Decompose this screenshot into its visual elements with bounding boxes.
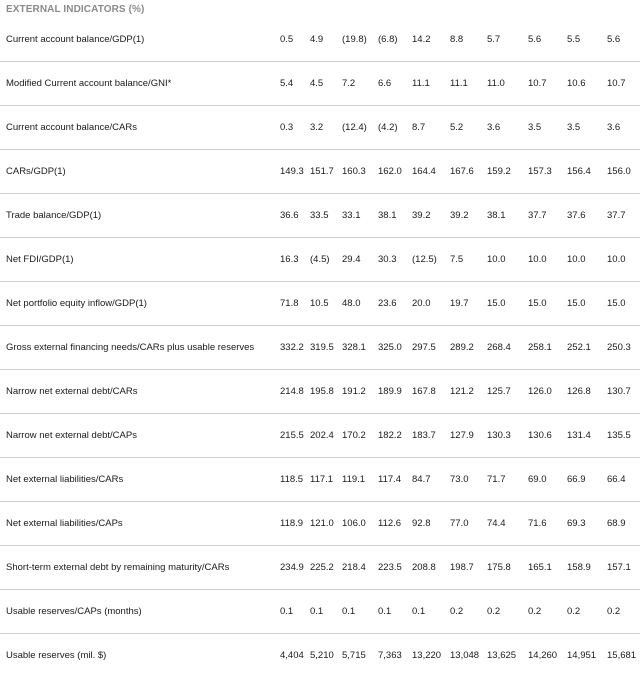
row-value: 325.0	[378, 326, 412, 370]
row-value: 258.1	[528, 326, 567, 370]
row-value: 68.9	[607, 502, 640, 546]
row-value: 162.0	[378, 150, 412, 194]
row-value: 10.7	[607, 62, 640, 106]
row-value: 69.0	[528, 458, 567, 502]
row-value: 126.0	[528, 370, 567, 414]
row-label: Net portfolio equity inflow/GDP(1)	[0, 282, 280, 326]
row-value: 74.4	[487, 502, 528, 546]
row-value: 157.1	[607, 546, 640, 590]
row-value: 268.4	[487, 326, 528, 370]
row-value: 8.8	[450, 18, 487, 62]
row-label: Narrow net external debt/CARs	[0, 370, 280, 414]
row-value: 0.5	[280, 18, 310, 62]
row-value: 289.2	[450, 326, 487, 370]
table-row	[0, 150, 640, 194]
row-value: 0.2	[528, 590, 567, 634]
row-value: 73.0	[450, 458, 487, 502]
row-value: 170.2	[342, 414, 378, 458]
row-value: 0.1	[412, 590, 450, 634]
row-value: 252.1	[567, 326, 607, 370]
row-value: 5.7	[487, 18, 528, 62]
row-value: 30.3	[378, 238, 412, 282]
row-value: 23.6	[378, 282, 412, 326]
row-value: 125.7	[487, 370, 528, 414]
row-value: 3.5	[567, 106, 607, 150]
row-value: 10.0	[487, 238, 528, 282]
row-value: 71.7	[487, 458, 528, 502]
row-value: 10.7	[528, 62, 567, 106]
row-label: Usable reserves/CAPs (months)	[0, 590, 280, 634]
row-value: 7.2	[342, 62, 378, 106]
row-value: 297.5	[412, 326, 450, 370]
row-label: CARs/GDP(1)	[0, 150, 280, 194]
table-row	[0, 106, 640, 150]
row-value: 117.1	[310, 458, 342, 502]
row-value: 13,220	[412, 634, 450, 677]
row-label: Net external liabilities/CAPs	[0, 502, 280, 546]
row-value: 37.7	[528, 194, 567, 238]
row-label: Current account balance/CARs	[0, 106, 280, 150]
row-value: 10.5	[310, 282, 342, 326]
table-row	[0, 282, 640, 326]
indicators-table-body	[0, 18, 640, 677]
row-value: 0.2	[450, 590, 487, 634]
row-value: 215.5	[280, 414, 310, 458]
row-value: (12.5)	[412, 238, 450, 282]
row-value: 36.6	[280, 194, 310, 238]
row-value: 156.0	[607, 150, 640, 194]
row-value: 11.0	[487, 62, 528, 106]
table-row	[0, 546, 640, 590]
row-value: 29.4	[342, 238, 378, 282]
row-value: 112.6	[378, 502, 412, 546]
table-row	[0, 18, 640, 62]
row-value: 118.5	[280, 458, 310, 502]
row-value: 130.6	[528, 414, 567, 458]
table-row	[0, 194, 640, 238]
row-value: 0.2	[607, 590, 640, 634]
row-value: 121.0	[310, 502, 342, 546]
row-value: 225.2	[310, 546, 342, 590]
table-row	[0, 458, 640, 502]
row-value: 14,260	[528, 634, 567, 677]
row-value: 13,625	[487, 634, 528, 677]
row-label: Narrow net external debt/CAPs	[0, 414, 280, 458]
row-value: 160.3	[342, 150, 378, 194]
row-value: 0.3	[280, 106, 310, 150]
row-value: 119.1	[342, 458, 378, 502]
row-value: 38.1	[487, 194, 528, 238]
row-value: 11.1	[450, 62, 487, 106]
row-value: 127.9	[450, 414, 487, 458]
row-value: (4.5)	[310, 238, 342, 282]
row-value: 15.0	[607, 282, 640, 326]
row-value: 149.3	[280, 150, 310, 194]
row-value: 175.8	[487, 546, 528, 590]
row-value: 7.5	[450, 238, 487, 282]
row-value: 183.7	[412, 414, 450, 458]
table-row	[0, 590, 640, 634]
row-label: Net external liabilities/CARs	[0, 458, 280, 502]
row-label: Gross external financing needs/CARs plus usable reserves	[0, 326, 280, 370]
row-label: Modified Current account balance/GNI*	[0, 62, 280, 106]
row-value: 135.5	[607, 414, 640, 458]
row-label: Trade balance/GDP(1)	[0, 194, 280, 238]
row-value: 37.6	[567, 194, 607, 238]
row-value: 15,681	[607, 634, 640, 677]
row-value: 37.7	[607, 194, 640, 238]
row-value: 14.2	[412, 18, 450, 62]
indicators-table	[0, 18, 640, 677]
row-value: 165.1	[528, 546, 567, 590]
row-value: 332.2	[280, 326, 310, 370]
table-row	[0, 502, 640, 546]
row-value: 15.0	[487, 282, 528, 326]
row-value: 0.1	[378, 590, 412, 634]
row-value: 5,210	[310, 634, 342, 677]
table-row	[0, 414, 640, 458]
row-value: 130.3	[487, 414, 528, 458]
row-value: 14,951	[567, 634, 607, 677]
row-value: 328.1	[342, 326, 378, 370]
row-value: 159.2	[487, 150, 528, 194]
row-value: 151.7	[310, 150, 342, 194]
row-value: 5.4	[280, 62, 310, 106]
row-label: Usable reserves (mil. $)	[0, 634, 280, 677]
row-value: 158.9	[567, 546, 607, 590]
row-value: 5.2	[450, 106, 487, 150]
row-value: 234.9	[280, 546, 310, 590]
row-value: 121.2	[450, 370, 487, 414]
row-value: 77.0	[450, 502, 487, 546]
row-value: 39.2	[412, 194, 450, 238]
row-value: 156.4	[567, 150, 607, 194]
row-label: Current account balance/GDP(1)	[0, 18, 280, 62]
row-value: 48.0	[342, 282, 378, 326]
row-value: 218.4	[342, 546, 378, 590]
table-row	[0, 62, 640, 106]
row-value: 66.9	[567, 458, 607, 502]
row-label: Net FDI/GDP(1)	[0, 238, 280, 282]
row-value: 0.1	[280, 590, 310, 634]
row-value: 117.4	[378, 458, 412, 502]
row-value: 319.5	[310, 326, 342, 370]
row-value: 8.7	[412, 106, 450, 150]
row-value: 15.0	[567, 282, 607, 326]
row-value: 131.4	[567, 414, 607, 458]
row-value: 208.8	[412, 546, 450, 590]
row-value: 202.4	[310, 414, 342, 458]
row-value: 13,048	[450, 634, 487, 677]
row-value: 38.1	[378, 194, 412, 238]
row-value: 6.6	[378, 62, 412, 106]
row-value: 16.3	[280, 238, 310, 282]
row-value: 189.9	[378, 370, 412, 414]
row-value: 15.0	[528, 282, 567, 326]
row-value: 69.3	[567, 502, 607, 546]
row-value: 191.2	[342, 370, 378, 414]
row-value: 71.6	[528, 502, 567, 546]
row-value: 4,404	[280, 634, 310, 677]
row-value: 126.8	[567, 370, 607, 414]
row-value: 5.5	[567, 18, 607, 62]
table-row	[0, 634, 640, 677]
row-value: 10.0	[607, 238, 640, 282]
row-value: 4.9	[310, 18, 342, 62]
row-value: 7,363	[378, 634, 412, 677]
table-title: EXTERNAL INDICATORS (%)	[6, 4, 144, 15]
row-value: 164.4	[412, 150, 450, 194]
row-value: 10.6	[567, 62, 607, 106]
table-row	[0, 238, 640, 282]
row-value: 3.6	[487, 106, 528, 150]
row-value: 0.1	[342, 590, 378, 634]
row-value: 167.6	[450, 150, 487, 194]
row-value: 198.7	[450, 546, 487, 590]
row-value: (12.4)	[342, 106, 378, 150]
row-value: 223.5	[378, 546, 412, 590]
row-value: 0.2	[487, 590, 528, 634]
row-value: 66.4	[607, 458, 640, 502]
row-value: 4.5	[310, 62, 342, 106]
row-value: 130.7	[607, 370, 640, 414]
row-value: 10.0	[528, 238, 567, 282]
row-value: 5.6	[528, 18, 567, 62]
row-value: 10.0	[567, 238, 607, 282]
row-value: 182.2	[378, 414, 412, 458]
row-value: 118.9	[280, 502, 310, 546]
row-value: 214.8	[280, 370, 310, 414]
row-value: 84.7	[412, 458, 450, 502]
row-value: 11.1	[412, 62, 450, 106]
row-value: 39.2	[450, 194, 487, 238]
row-value: 0.2	[567, 590, 607, 634]
table-row	[0, 326, 640, 370]
row-value: 92.8	[412, 502, 450, 546]
row-label: Short-term external debt by remaining maturity/CARs	[0, 546, 280, 590]
row-value: 5.6	[607, 18, 640, 62]
row-value: 33.5	[310, 194, 342, 238]
row-value: 71.8	[280, 282, 310, 326]
row-value: 106.0	[342, 502, 378, 546]
row-value: 0.1	[310, 590, 342, 634]
row-value: (6.8)	[378, 18, 412, 62]
table-row	[0, 370, 640, 414]
row-value: (4.2)	[378, 106, 412, 150]
row-value: 3.6	[607, 106, 640, 150]
row-value: 33.1	[342, 194, 378, 238]
row-value: 3.5	[528, 106, 567, 150]
row-value: 157.3	[528, 150, 567, 194]
row-value: 3.2	[310, 106, 342, 150]
row-value: 250.3	[607, 326, 640, 370]
row-value: 19.7	[450, 282, 487, 326]
row-value: 5,715	[342, 634, 378, 677]
row-value: 167.8	[412, 370, 450, 414]
row-value: 20.0	[412, 282, 450, 326]
row-value: (19.8)	[342, 18, 378, 62]
row-value: 195.8	[310, 370, 342, 414]
